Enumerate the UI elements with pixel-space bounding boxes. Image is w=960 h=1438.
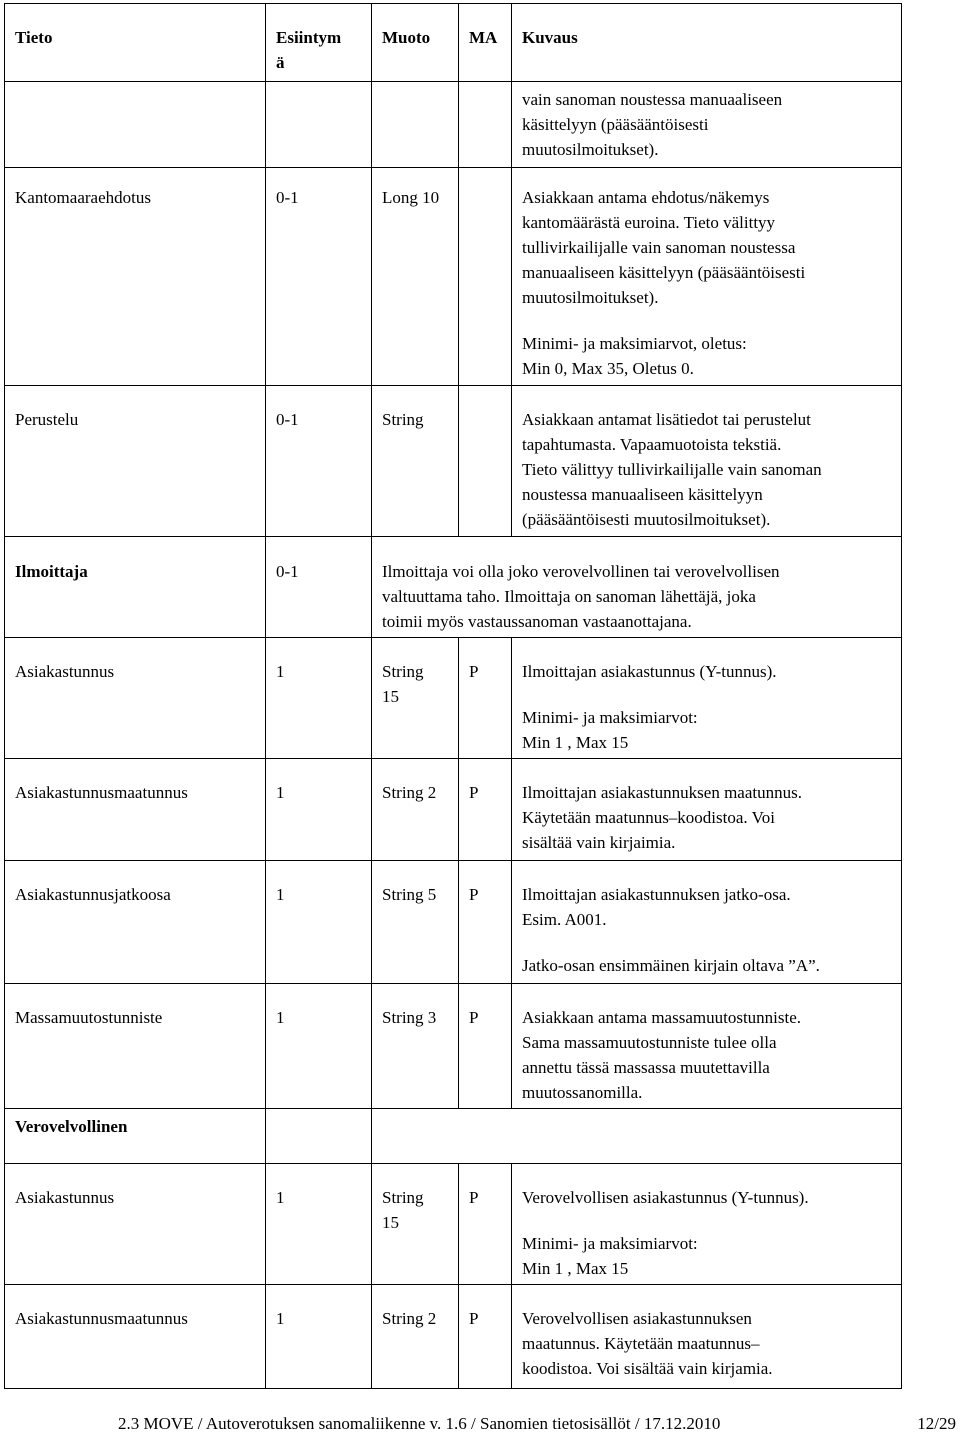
header-ma: MA xyxy=(459,4,512,82)
description-paragraph xyxy=(382,559,893,634)
cell-esiintyma: 0-1 xyxy=(266,386,372,537)
table-body xyxy=(5,82,902,1389)
description-paragraph xyxy=(522,705,895,755)
text-line: manuaaliseen käsittelyyn (pääsääntöisesti xyxy=(522,263,806,282)
cell-tieto: Massamuutostunniste xyxy=(5,984,266,1109)
text-line: Min 0, Max 35, Oletus 0. xyxy=(522,359,694,378)
section-row xyxy=(5,1109,902,1164)
text-line: sisältää vain kirjaimia. xyxy=(522,833,676,852)
cell-tieto: Asiakastunnusmaatunnus xyxy=(5,759,266,861)
text-line: 15 xyxy=(382,1213,399,1232)
cell-tieto xyxy=(5,82,266,168)
text-line: Ilmoittajan asiakastunnuksen maatunnus. xyxy=(522,783,802,802)
text-line: tapahtumasta. Vapaamuotoista tekstiä. xyxy=(522,435,782,454)
text-line: String xyxy=(382,1188,424,1207)
table-row xyxy=(5,168,902,386)
text-line: (pääsääntöisesti muutosilmoitukset). xyxy=(522,510,771,529)
description-paragraph xyxy=(522,331,895,381)
table-row xyxy=(5,861,902,984)
description-paragraph xyxy=(522,882,895,932)
message-spec-table xyxy=(4,3,902,1389)
cell-kuvaus xyxy=(372,1109,902,1164)
cell-esiintyma: 1 xyxy=(266,1164,372,1285)
text-line: toimii myös vastaussanoman vastaanottajana. xyxy=(382,612,692,631)
cell-esiintyma: 1 xyxy=(266,638,372,759)
text-line: koodistoa. Voi sisältää vain kirjamia. xyxy=(522,1359,773,1378)
cell-muoto xyxy=(372,82,459,168)
text-line: Minimi- ja maksimiarvot: xyxy=(522,708,698,727)
text-line: Ilmoittajan asiakastunnus (Y-tunnus). xyxy=(522,662,777,681)
description-paragraph xyxy=(522,659,895,684)
text-line: annettu tässä massassa muutettavilla xyxy=(522,1058,770,1077)
text-line: Asiakkaan antama ehdotus/näkemys xyxy=(522,188,770,207)
cell-tieto: Asiakastunnusmaatunnus xyxy=(5,1285,266,1389)
cell-ma: P xyxy=(459,984,512,1109)
text-line: Ilmoittaja voi olla joko verovelvollinen tai verovelvollisen xyxy=(382,562,780,581)
description-paragraph xyxy=(522,1005,895,1105)
cell-muoto: String 2 xyxy=(372,759,459,861)
cell-ma xyxy=(459,168,512,386)
cell-kuvaus xyxy=(512,638,902,759)
cell-tieto: Asiakastunnus xyxy=(5,1164,266,1285)
cell-ma: P xyxy=(459,861,512,984)
header-tieto: Tieto xyxy=(5,4,266,82)
cell-tieto: Perustelu xyxy=(5,386,266,537)
cell-tieto: Kantomaaraehdotus xyxy=(5,168,266,386)
text-line: Käytetään maatunnus–koodistoa. Voi xyxy=(522,808,775,827)
description-paragraph xyxy=(522,780,895,855)
cell-esiintyma: 1 xyxy=(266,1285,372,1389)
cell-muoto: String 2 xyxy=(372,1285,459,1389)
cell-tieto: Asiakastunnus xyxy=(5,638,266,759)
description-paragraph xyxy=(522,953,895,978)
text-line: Ilmoittajan asiakastunnuksen jatko-osa. xyxy=(522,885,791,904)
text-line: Asiakkaan antama massamuutostunniste. xyxy=(522,1008,802,1027)
text-line: 15 xyxy=(382,687,399,706)
cell-muoto: String 3 xyxy=(372,984,459,1109)
text-line: Tieto välittyy tullivirkailijalle vain sanoman xyxy=(522,460,822,479)
table-row xyxy=(5,1164,902,1285)
cell-esiintyma: 1 xyxy=(266,861,372,984)
table-row xyxy=(5,386,902,537)
text-line: muutosilmoitukset). xyxy=(522,140,659,159)
cell-muoto: String 5 xyxy=(372,861,459,984)
text-line: Min 1 , Max 15 xyxy=(522,1259,629,1278)
text-line: Asiakkaan antamat lisätiedot tai perustelut xyxy=(522,410,811,429)
text-line: noustessa manuaaliseen käsittelyyn xyxy=(522,485,763,504)
text-line: muutosilmoitukset). xyxy=(522,288,659,307)
cell-muoto xyxy=(372,638,459,759)
cell-kuvaus xyxy=(372,537,902,638)
text-line: valtuuttama taho. Ilmoittaja on sanoman lähettäjä, joka xyxy=(382,587,756,606)
text-line: muutossanomilla. xyxy=(522,1083,643,1102)
table-row xyxy=(5,82,902,168)
text-line: maatunnus. Käytetään maatunnus– xyxy=(522,1334,760,1353)
cell-kuvaus xyxy=(512,861,902,984)
table-row xyxy=(5,759,902,861)
table-row xyxy=(5,1285,902,1389)
cell-esiintyma: 1 xyxy=(266,759,372,861)
description-paragraph xyxy=(522,1306,895,1381)
text-line: Minimi- ja maksimiarvot: xyxy=(522,1234,698,1253)
description-paragraph xyxy=(522,185,895,310)
cell-kuvaus xyxy=(512,1285,902,1389)
table-row xyxy=(5,984,902,1109)
table-header-row xyxy=(5,4,902,82)
cell-kuvaus xyxy=(512,386,902,537)
cell-ma: P xyxy=(459,1164,512,1285)
section-row xyxy=(5,537,902,638)
text-line: tullivirkailijalle vain sanoman noustessa xyxy=(522,238,796,257)
cell-ma xyxy=(459,82,512,168)
cell-kuvaus xyxy=(512,759,902,861)
description-paragraph xyxy=(522,1185,895,1210)
text-line: Verovelvollisen asiakastunnuksen xyxy=(522,1309,752,1328)
text-line: Verovelvollisen asiakastunnus (Y-tunnus). xyxy=(522,1188,809,1207)
cell-ma: P xyxy=(459,1285,512,1389)
description-paragraph xyxy=(522,1231,895,1281)
cell-tieto: Ilmoittaja xyxy=(5,537,266,638)
header-esiintyma: Esiintym ä xyxy=(266,4,372,82)
cell-esiintyma: 0-1 xyxy=(266,537,372,638)
text-line: vain sanoman noustessa manuaaliseen xyxy=(522,90,783,109)
footer-page-number: 12/29 xyxy=(917,1414,956,1433)
text-line: kantomäärästä euroina. Tieto välittyy xyxy=(522,213,776,232)
page-footer xyxy=(0,1411,960,1437)
cell-esiintyma xyxy=(266,82,372,168)
cell-esiintyma: 0-1 xyxy=(266,168,372,386)
footer-document-title: 2.3 MOVE / Autoverotuksen sanomaliikenne v. 1.6 / Sanomien tietosisällöt / 17.12.2010 xyxy=(118,1414,721,1433)
cell-ma: P xyxy=(459,638,512,759)
text-line: käsittelyyn (pääsääntöisesti xyxy=(522,115,709,134)
cell-kuvaus xyxy=(512,984,902,1109)
table-row xyxy=(5,638,902,759)
text-line: Jatko-osan ensimmäinen kirjain oltava ”A”. xyxy=(522,956,820,975)
cell-ma: P xyxy=(459,759,512,861)
cell-tieto: Verovelvollinen xyxy=(5,1109,266,1164)
cell-muoto: String xyxy=(372,386,459,537)
text-line: Minimi- ja maksimiarvot, oletus: xyxy=(522,334,747,353)
header-kuvaus: Kuvaus xyxy=(512,4,902,82)
cell-tieto: Asiakastunnusjatkoosa xyxy=(5,861,266,984)
text-line: Esim. A001. xyxy=(522,910,607,929)
description-paragraph xyxy=(522,87,895,162)
cell-esiintyma xyxy=(266,1109,372,1164)
text-line: String xyxy=(382,662,424,681)
cell-muoto: Long 10 xyxy=(372,168,459,386)
cell-esiintyma: 1 xyxy=(266,984,372,1109)
cell-kuvaus xyxy=(512,82,902,168)
text-line: Sama massamuutostunniste tulee olla xyxy=(522,1033,777,1052)
cell-kuvaus xyxy=(512,168,902,386)
cell-muoto xyxy=(372,1164,459,1285)
cell-ma xyxy=(459,386,512,537)
text-line: Min 1 , Max 15 xyxy=(522,733,629,752)
cell-kuvaus xyxy=(512,1164,902,1285)
description-paragraph xyxy=(522,407,895,532)
header-muoto: Muoto xyxy=(372,4,459,82)
